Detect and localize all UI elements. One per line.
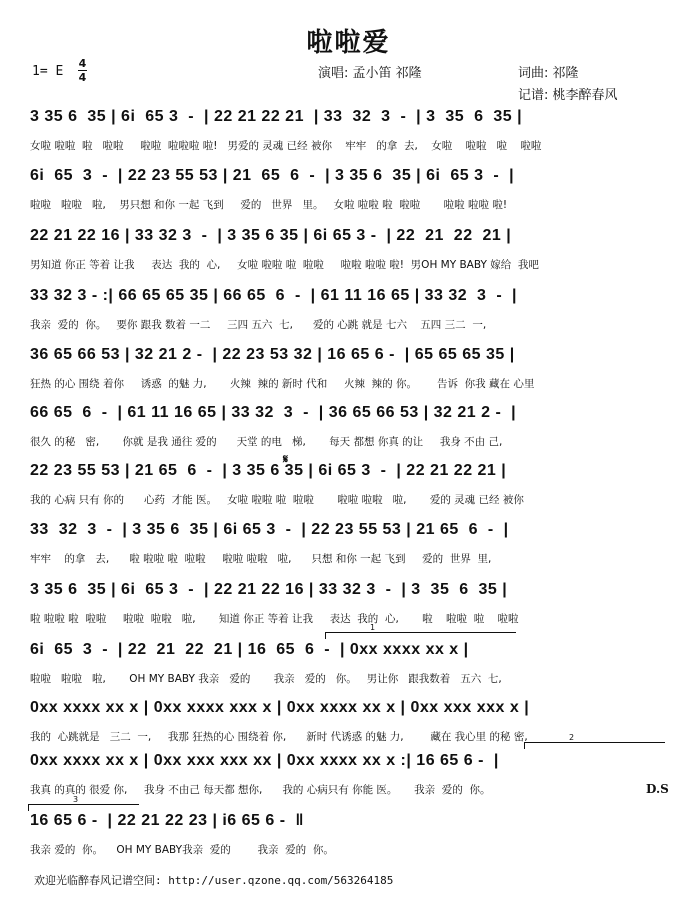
lyric-line: 女啦 啦啦 啦 啦啦 啦啦 啦啦啦 啦! 男爱的 灵魂 已经 被你 牢牢 的拿 去, 女啦 啦啦 啦 啦啦 (30, 140, 542, 152)
notes-line: 16 65 6 - | 22 21 22 23 | i6 65 6 - ‖ (30, 812, 304, 829)
lyric-line: 男知道 你正 等着 让我 表达 我的 心, 女啦 啦啦 啦 啦啦 啦啦 啦啦 啦! 男OH MY BABY 嫁给 我吧 (30, 259, 539, 271)
footer-credit: 欢迎光临醉春风记谱空间: http://user.qzone.qq.com/563264185 (34, 874, 394, 887)
score-row-8 (30, 521, 668, 585)
time-signature-bottom: 4 (78, 71, 87, 84)
segno-mark: 𝄋 (283, 452, 289, 466)
score-row-6 (30, 404, 668, 468)
lyric-line: 牢牢 的拿 去, 啦 啦啦 啦 啦啦 啦啦 啦啦 啦, 只想 和你 一起 飞到 爱的 世界 里, (30, 553, 492, 565)
lyric-line: 我亲 爱的 你。 要你 跟我 数着 一二 三四 五六 七, 爱的 心跳 就是 七六 五四 三二 一, (30, 319, 487, 331)
lyric-line: 我的 心病 只有 你的 心药 才能 医。 女啦 啦啦 啦 啦啦 啦啦 啦啦 啦, 爱的 灵魂 已经 被你 (30, 494, 524, 506)
score-row-7 (30, 462, 668, 526)
notes-line: 22 23 55 53 | 21 65 6 - | 3 35 6 35 | 6i 65 3 - | 22 21 22 21 | (30, 462, 507, 479)
score-row-4 (30, 287, 668, 351)
lyric-line: 啦啦 啦啦 啦, OH MY BABY 我亲 爱的 我亲 爱的 你。 男让你 跟我数着 五六 七, (30, 673, 502, 685)
time-signature (78, 58, 87, 83)
score-row-1 (30, 108, 668, 172)
key-signature: 1= E (32, 64, 64, 79)
time-signature-top: 4 (78, 57, 87, 70)
notes-line: 66 65 6 - | 61 11 16 65 | 33 32 3 - | 36 65 66 53 | 32 21 2 - | (30, 404, 517, 421)
notes-line: 0xx xxxx xx x | 0xx xxx xxx xx | 0xx xxxx xx x :| 16 65 6 - | (30, 752, 499, 769)
notes-line: 33 32 3 - :| 66 65 65 35 | 66 65 6 - | 61 11 16 65 | 33 32 3 - | (30, 287, 518, 304)
lyric-line: 我真 的真的 很爱 你, 我身 不由己 每天都 想你, 我的 心病只有 你能 医。 我亲 爱的 你。 (30, 784, 491, 796)
score-row-5 (30, 346, 668, 410)
notes-line: 33 32 3 - | 3 35 6 35 | 6i 65 3 - | 22 23 55 53 | 21 65 6 - | (30, 521, 509, 538)
score-row-10 (30, 641, 668, 705)
song-title: 啦啦爱 (306, 28, 391, 58)
lyric-line: 很久 的秘 密, 你就 是我 通往 爱的 天堂 的电 梯, 每天 都想 你真 的让 我身 不由 己, (30, 436, 503, 448)
transcriber-credit: 记谱: 桃李醉春风 (518, 88, 618, 103)
notes-line: 6i 65 3 - | 22 21 22 21 | 16 65 6 - | 0xx xxxx xx x | (30, 641, 469, 658)
notes-line: 3 35 6 35 | 6i 65 3 - | 22 21 22 21 | 33 32 3 - | 3 35 6 35 | (30, 108, 523, 125)
dal-segno-mark: D.S (646, 782, 669, 796)
volta-number: 3 (73, 795, 79, 804)
lyric-line: 我的 心跳就是 三二 一, 我那 狂热的心 围绕着 你, 新时 代诱惑 的魅 力, 藏在 我心里 的秘 密, (30, 731, 528, 743)
volta-number: 1 (370, 623, 376, 632)
score-row-2 (30, 167, 668, 231)
volta-number: 2 (569, 733, 575, 742)
notes-line: 22 21 22 16 | 33 32 3 - | 3 35 6 35 | 6i 65 3 - | 22 21 22 21 | (30, 227, 512, 244)
lyric-line: 我亲 爱的 你。 OH MY BABY我亲 爱的 我亲 爱的 你。 (30, 844, 334, 856)
notes-line: 36 65 66 53 | 32 21 2 - | 22 23 53 32 | 16 65 6 - | 65 65 65 35 | (30, 346, 515, 363)
volta-bracket-2 (524, 733, 665, 749)
notes-line: 6i 65 3 - | 22 23 55 53 | 21 65 6 - | 3 35 6 35 | 6i 65 3 - | (30, 167, 515, 184)
notes-line: 0xx xxxx xx x | 0xx xxxx xxx x | 0xx xxxx xx x | 0xx xxx xxx x | (30, 699, 530, 716)
lyricist-credit: 词曲: 祁隆 (518, 66, 579, 81)
volta-bracket-1 (325, 623, 516, 639)
singers-credit: 演唱: 孟小笛 祁隆 (318, 66, 422, 81)
lyric-line: 狂热 的心 围绕 着你 诱惑 的魅 力, 火辣 辣的 新时 代和 火辣 辣的 你。 告诉 你我 藏在 心里 (30, 378, 535, 390)
notes-line: 3 35 6 35 | 6i 65 3 - | 22 21 22 16 | 33 32 3 - | 3 35 6 35 | (30, 581, 508, 598)
lyric-line: 啦 啦啦 啦 啦啦 啦啦 啦啦 啦, 知道 你正 等着 让我 表达 我的 心, 啦 啦啦 啦 啦啦 (30, 613, 519, 625)
volta-bracket-3 (28, 795, 139, 811)
score-row-13 (30, 812, 668, 876)
score-row-3 (30, 227, 668, 291)
lyric-line: 啦啦 啦啦 啦, 男只想 和你 一起 飞到 爱的 世界 里。 女啦 啦啦 啦 啦啦 啦啦 啦啦 啦! (30, 199, 508, 211)
